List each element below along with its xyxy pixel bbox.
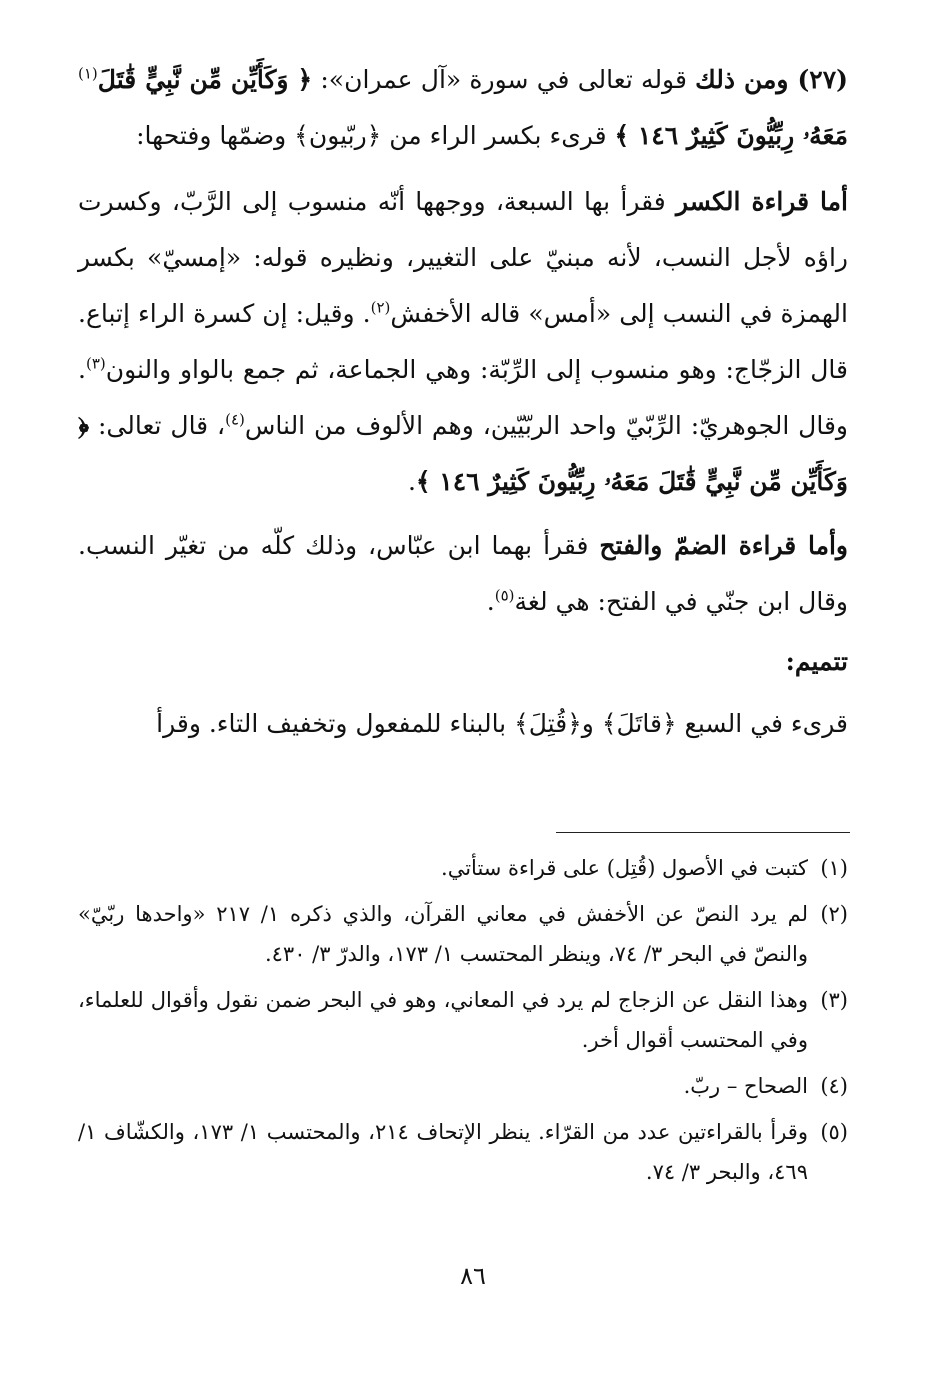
footnote: [78, 848, 848, 888]
footnote-text: وقرأ بالقراءتين عدد من القرّاء. ينظر الإتحاف ٢١٤، والمحتسب ١/ ١٧٣، والكشّاف ١/ ٤٦٩، والبحر ٣/ ٧٤.: [78, 1120, 808, 1184]
paragraph-text: قرىء بكسر الراء من ﴿ربّيون﴾ وضمّها وفتحها:: [136, 121, 615, 150]
paragraph-text: . وقال الجوهريّ: الرِّبّيّ واحد الربّيّين، وهم الألوف من الناس: [78, 355, 848, 440]
section-lead: أما قراءة الكسر: [676, 187, 849, 216]
paragraph-text: ، قال تعالى:: [89, 411, 226, 440]
main-text: [78, 52, 848, 752]
section-heading: تتميم:: [785, 647, 848, 676]
footnote: [78, 980, 848, 1060]
footnote-separator: [556, 832, 850, 833]
footnotes: [78, 848, 848, 1198]
footnote-ref-5[interactable]: (٥): [494, 586, 515, 605]
footnote-number: (٤): [820, 1074, 848, 1098]
footnote-ref-4[interactable]: (٤): [225, 410, 245, 429]
footnote: [78, 1112, 848, 1192]
paragraph-tatmim: قرىء في السبع ﴿قاتَلَ﴾ و﴿قُتِلَ﴾ بالبناء للمفعول وتخفيف التاء. وقرأ: [156, 709, 848, 738]
paragraph-27: [78, 52, 848, 164]
paragraph-text: فقرأ بهما ابن عبّاس، وذلك كلّه من تغيّر النسب. وقال ابن جنّي في الفتح: هي لغة: [78, 531, 848, 616]
footnote-number: (٣): [820, 988, 848, 1012]
footnote-text: الصحاح – ربّ.: [683, 1074, 808, 1098]
footnote-ref-3[interactable]: (٣): [85, 354, 106, 373]
paragraph-text: فقرأ بها السبعة، ووجهها أنّه منسوب إلى الرَّبّ، وكسرت راؤه لأجل النسب، لأنه مبنيّ على التغيير، ونظيره قوله: «إمسيّ» بكسر الهمزة في النسب إلى «أمس» قاله الأخفش: [78, 187, 848, 328]
paragraph-end: .: [486, 587, 495, 616]
paragraph-end: .: [407, 467, 416, 496]
footnote: [78, 894, 848, 974]
quran-verse: ﴿ وَكَأَيِّن مِّن نَّبِيٍّ قَٰتَلَ مَعَهُۥ رِبِّيُّونَ كَثِيرٌ ١٤٦ ﴾: [78, 411, 848, 496]
footnote: [78, 1066, 848, 1106]
entry-number: (٢٧): [797, 65, 848, 94]
footnote-number: (٢): [820, 902, 848, 926]
footnote-number: (١): [820, 856, 848, 880]
entry-lead: ومن ذلك: [695, 65, 798, 94]
paragraph-text: . وقيل: إن كسرة الراء إتباع. قال الزجّاج: وهو منسوب إلى الرِّبّة: وهي الجماعة، ثم جمع بالواو والنون: [78, 299, 848, 384]
footnote-text: لم يرد النصّ عن الأخفش في معاني القرآن، والذي ذكره ١/ ٢١٧ «واحدها ربّيّ» والنصّ في البحر ٣/ ٧٤، وينظر المحتسب ١/ ١٧٣، والدرّ ٣/ ٤٣٠.: [78, 902, 808, 966]
intro-text: قوله تعالى في سورة «آل عمران»:: [312, 65, 696, 94]
footnote-ref-1[interactable]: (١): [78, 64, 98, 83]
quran-verse-part-a: ﴿ وَكَأَيِّن مِّن نَّبِيٍّ قَٰتَلَ: [97, 65, 313, 94]
footnote-ref-2[interactable]: (٢): [370, 298, 391, 317]
quran-verse-part-b: مَعَهُۥ رِبِّيُّونَ كَثِيرٌ ١٤٦ ﴾: [614, 121, 848, 150]
footnote-text: وهذا النقل عن الزجاج لم يرد في المعاني، وهو في البحر ضمن نقول وأقوال للعلماء، وفي المحتسب أقوال أخر.: [78, 988, 808, 1052]
section-lead: وأما قراءة الضمّ والفتح: [599, 531, 848, 560]
footnote-number: (٥): [820, 1120, 848, 1144]
page-number: ٨٦: [460, 1262, 486, 1290]
paragraph-kasr: [78, 174, 848, 510]
paragraph-damm-fath: [78, 518, 848, 630]
footnote-text: كتبت في الأصول (قُتِل) على قراءة ستأتي.: [441, 856, 808, 880]
